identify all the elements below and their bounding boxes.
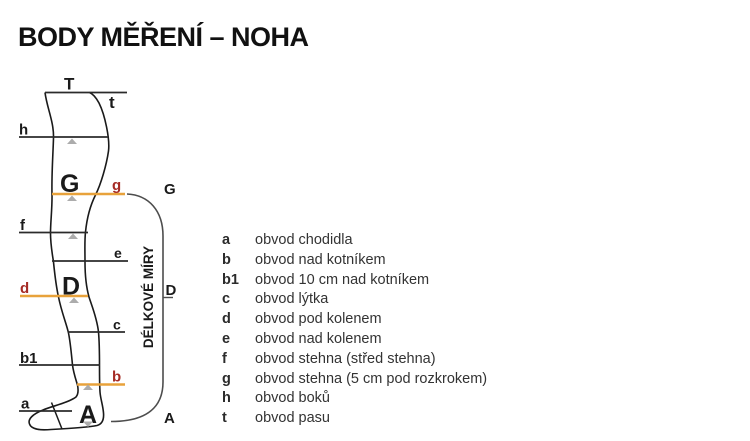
page-title: BODY MĚŘENÍ – NOHA <box>18 22 309 52</box>
legend-description: obvod boků <box>255 390 330 407</box>
label-G-big: G <box>60 170 80 198</box>
label-h: h <box>19 121 29 139</box>
legend-row-b1 <box>222 271 552 291</box>
label-a: a <box>21 395 30 413</box>
legend-description: obvod 10 cm nad kotníkem <box>255 271 430 288</box>
legend-letter: d <box>222 311 231 328</box>
legend-letter: e <box>222 330 231 347</box>
label-T: T <box>64 74 75 94</box>
legend-description: obvod nad kolenem <box>255 330 382 347</box>
legend-letter: b1 <box>222 271 239 288</box>
label-e: e <box>114 245 122 261</box>
toe-cap-line <box>52 403 63 430</box>
legend-letter: c <box>222 291 231 308</box>
legend-description: obvod pod kolenem <box>255 311 382 328</box>
legend-row-f <box>222 350 552 370</box>
label-c: c <box>113 316 121 333</box>
label-D-big: D <box>62 272 81 301</box>
legend-description: obvod stehna (střed stehna) <box>255 350 436 367</box>
label-t: t <box>109 93 115 112</box>
legend-row-b <box>222 251 552 271</box>
legend-row-h <box>222 389 552 409</box>
label-f: f <box>20 217 25 234</box>
length-measures-caption: DÉLKOVÉ MÍRY <box>141 245 156 349</box>
legend-description: obvod pasu <box>255 410 330 427</box>
legend-description: obvod stehna (5 cm pod rozkrokem) <box>255 370 488 387</box>
legend-row-c <box>222 290 552 310</box>
label-G-bracket: G <box>164 181 176 198</box>
legend-description: obvod chodidla <box>255 232 353 248</box>
legend-letter: b <box>222 251 231 268</box>
label-b-highlight: b <box>112 368 122 386</box>
legend-letter: f <box>222 350 227 367</box>
label-A-bracket: A <box>164 410 175 427</box>
legend-letter: h <box>222 390 231 407</box>
label-b1: b1 <box>20 350 38 367</box>
legend-letter: a <box>222 232 231 248</box>
label-D-bracket: D <box>165 282 177 299</box>
legend-letter: g <box>222 370 231 387</box>
marker-triangle-h <box>67 139 77 145</box>
label-d-highlight: d <box>20 280 30 297</box>
legend-description: obvod lýtka <box>255 291 329 308</box>
legend-description: obvod nad kotníkem <box>255 251 386 268</box>
leg-measurement-diagram <box>0 0 200 441</box>
label-A-big: A <box>79 401 98 429</box>
legend-letter: t <box>222 410 227 427</box>
legend <box>222 231 552 429</box>
legend-row-g <box>222 370 552 390</box>
marker-triangle-f <box>68 234 78 240</box>
legend-row-e <box>222 330 552 350</box>
label-g-highlight: g <box>112 177 122 194</box>
legend-row-t <box>222 409 552 429</box>
legend-row-a <box>222 231 552 251</box>
legend-row-d <box>222 310 552 330</box>
